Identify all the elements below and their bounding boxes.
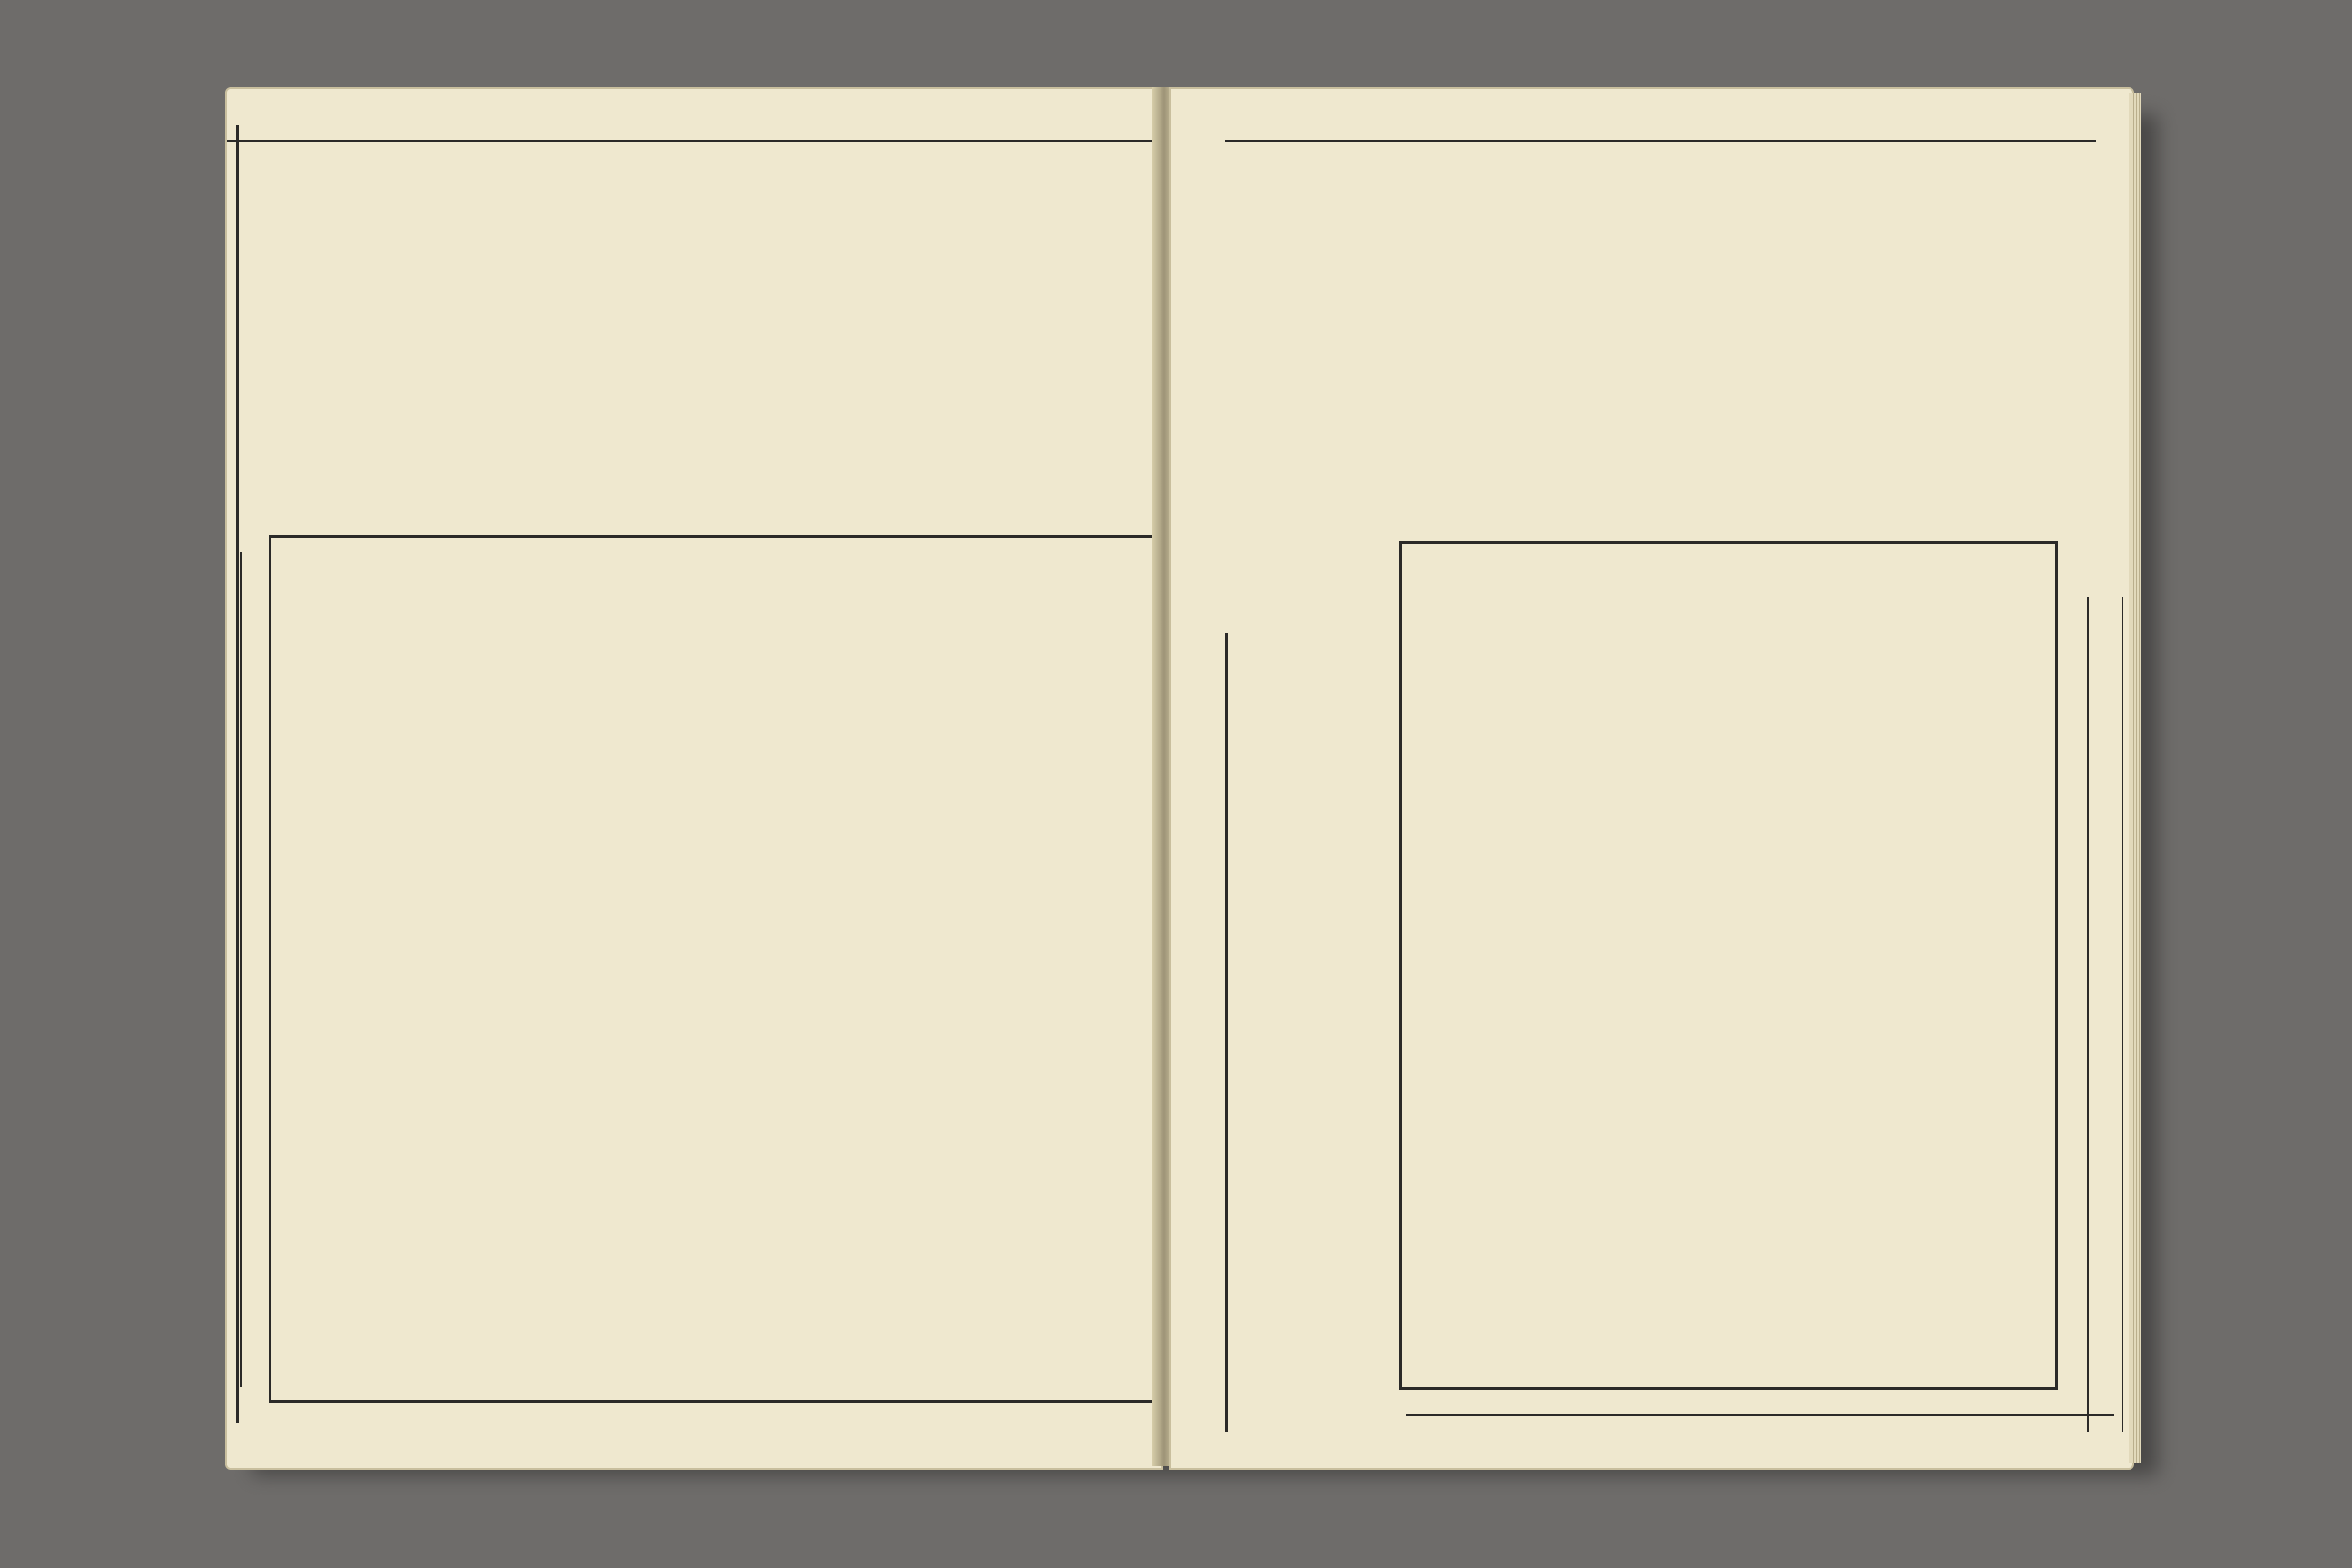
open-book [225, 87, 2131, 1466]
right-text-frame [1399, 541, 2058, 1390]
right-page [1169, 87, 2134, 1470]
left-page-top-rule [227, 140, 1161, 142]
left-margin-rule [240, 552, 242, 1387]
margin-strip [2087, 597, 2123, 1432]
right-page-bottom-rule [1406, 1414, 2114, 1416]
left-text-frame [269, 535, 1165, 1403]
right-page-outer-rule [1225, 633, 1228, 1432]
right-page-top-rule [1225, 140, 2096, 142]
left-page-outer-rule [236, 125, 239, 1423]
left-page [225, 87, 1163, 1470]
page-edges [2129, 93, 2141, 1463]
